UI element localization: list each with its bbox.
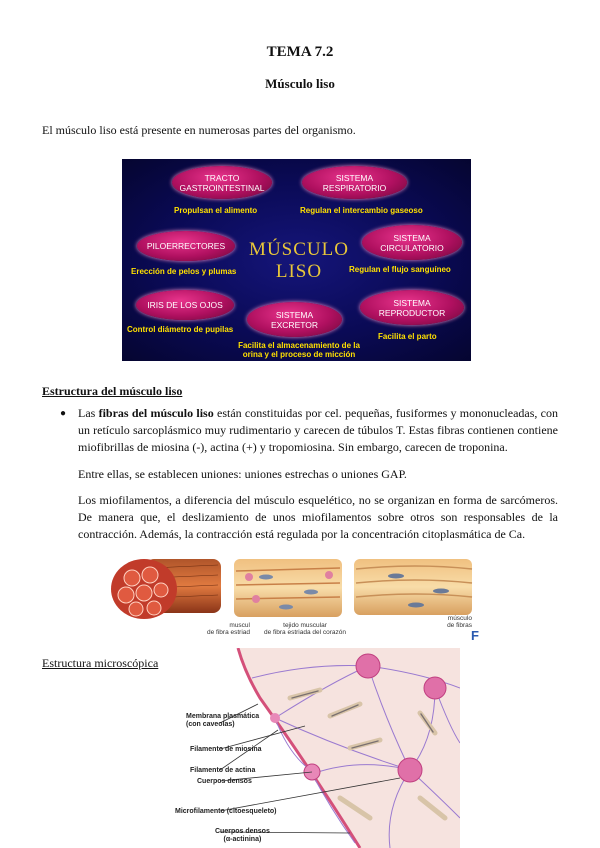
caption-circulatory: Regulan el flujo sanguíneo: [349, 265, 451, 274]
oval-piloerector: PILOERRECTORES: [137, 231, 235, 261]
label-dense-bodies: Cuerpos densos: [197, 778, 252, 785]
intro-text: El músculo liso está presente en numerosas partes del organismo.: [42, 123, 356, 137]
paragraph-junctions: Entre ellas, se establecen uniones: uniones estrechas o uniones GAP.: [78, 467, 407, 481]
caption-reproductive: Facilita el parto: [378, 332, 437, 341]
oval-iris: IRIS DE LOS OJOS: [136, 290, 234, 320]
caption-gastrointestinal: Propulsan el alimento: [174, 206, 258, 215]
page-subtitle: Músculo liso: [265, 76, 335, 91]
smooth-muscle-systems-figure: [122, 159, 471, 361]
caption-iris: Control diámetro de pupilas: [127, 325, 234, 334]
label-skeletal: muscul de fibra estriad: [207, 622, 250, 636]
center-title-line1: MÚSCULO: [249, 239, 349, 260]
center-title: [234, 239, 364, 283]
label-smooth: músculo de fibras: [447, 615, 472, 629]
page-title: TEMA 7.2: [266, 44, 334, 60]
section-heading-structure: Estructura del músculo liso: [42, 384, 183, 398]
label-membrane: Membrana plasmática (con caveolas): [186, 713, 260, 728]
label-myosin: Filamento de miosina: [190, 746, 262, 753]
oval-respiratory: SISTEMA RESPIRATORIO: [302, 166, 407, 199]
oval-circulatory: SISTEMA CIRCULATORIO: [362, 225, 462, 260]
oval-excretory: SISTEMA EXCRETOR: [247, 302, 342, 337]
figure-letter: F: [471, 628, 479, 643]
label-dense-bodies-actinin: Cuerpos densos (α-actinina): [215, 828, 270, 843]
smooth-muscle-illustration: [354, 559, 472, 615]
cardiac-muscle-illustration: [234, 559, 342, 617]
center-title-line2: LISO: [275, 261, 323, 282]
paragraph-myofilaments: Los miofilamentos, a diferencia del músculo esquelético, no se organizan en forma de sarcómeros. De manera que, el deslizamiento de unos miofilamentos sobre otros son responsables de la contracción. Además, la contracción está regulada por la concentración citoplasmática de Ca.: [78, 493, 558, 541]
caption-piloerector: Erección de pelos y plumas: [131, 267, 237, 276]
skeletal-muscle-illustration: [111, 559, 221, 619]
label-actin: Filamento de actina: [190, 767, 256, 774]
section-heading-microscopic: Estructura microscópica: [42, 656, 159, 670]
label-microfilament: Microfilamento (citoesqueleto): [175, 808, 277, 815]
label-cardiac: tejido muscular de fibra estriada del corazón: [263, 622, 347, 636]
caption-respiratory: Regulan el intercambio gaseoso: [300, 206, 423, 215]
oval-reproductive: SISTEMA REPRODUCTOR: [360, 290, 464, 325]
paragraph-fibers: Las fibras del músculo liso están constituidas por cel. pequeñas, fusiformes y mononucleadas, con un retículo sarcoplásmico muy rudimentario y carecen de túbulos T. Estas fibras contienen contiene miofibrillas de miosina (-), actina (+) y tropomiosina. Sin embargo, carecen de troponina.: [78, 406, 558, 454]
bullet-dot: ●: [60, 408, 67, 419]
oval-gastrointestinal: TRACTO GASTROINTESTINAL: [172, 166, 272, 199]
caption-excretory: Facilita el almacenamiento de la orina y el proceso de micción: [238, 341, 360, 359]
